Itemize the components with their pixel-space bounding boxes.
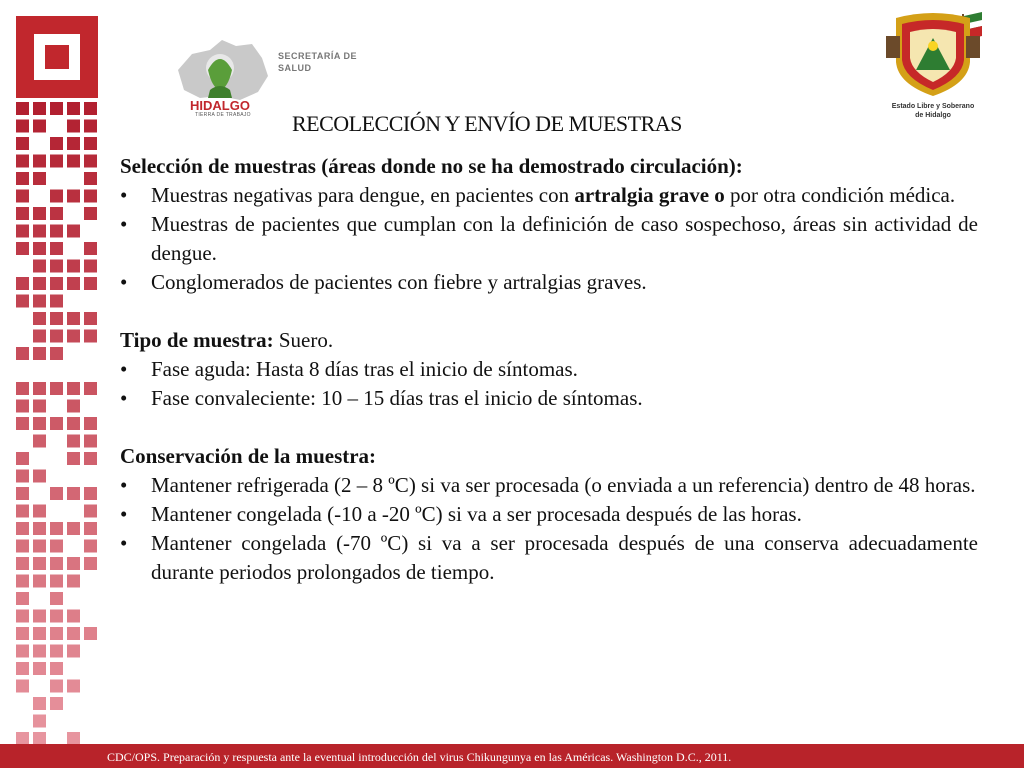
bullet-icon: •	[120, 531, 128, 555]
bullet-icon: •	[120, 212, 128, 236]
list-item: • Mantener refrigerada (2 – 8 ºC) si va ser procesada (o enviada a un referencia) dentro de 48 horas.	[120, 471, 978, 500]
bullet-icon: •	[120, 502, 128, 526]
bullet-icon: •	[120, 473, 128, 497]
bullet-icon: •	[120, 183, 128, 207]
square-pattern-icon	[0, 0, 105, 768]
hidalgo-tagline: TIERRA DE TRABAJO	[195, 112, 251, 118]
bold-emphasis: artralgia grave o	[574, 183, 725, 207]
conservacion-heading: Conservación de la muestra:	[120, 444, 377, 468]
slide-content	[120, 152, 978, 587]
conservacion-list	[120, 471, 978, 587]
seleccion-list	[120, 181, 978, 297]
state-crest	[878, 10, 988, 126]
tipo-list	[120, 355, 978, 413]
list-item: • Mantener congelada (-70 ºC) si va a ser procesada después de una conserva adecuadamente durante periodos prolongados de tiempo.	[120, 531, 978, 584]
footer-citation: CDC/OPS. Preparación y respuesta ante la eventual introducción del virus Chikungunya en las Américas. Washington D.C., 2011.	[107, 750, 732, 764]
slide-title: RECOLECCIÓN Y ENVÍO DE MUESTRAS	[292, 111, 682, 136]
list-item: • Fase convaleciente: 10 – 15 días tras el inicio de síntomas.	[120, 384, 978, 413]
secretaria-label: SECRETARÍA DE SALUD	[278, 51, 358, 73]
footer-bar	[0, 744, 1024, 768]
seleccion-heading: Selección de muestras (áreas donde no se ha demostrado circulación):	[120, 154, 743, 178]
list-item: • Muestras de pacientes que cumplan con la definición de caso sospechoso, áreas sin actividad de dengue.	[120, 212, 978, 265]
list-item: • Mantener congelada (-10 a -20 ºC) si va a ser procesada después de las horas.	[120, 500, 978, 529]
list-item: • Fase aguda: Hasta 8 días tras el inicio de síntomas.	[120, 355, 978, 384]
bullet-icon: •	[120, 357, 128, 381]
list-item: • Conglomerados de pacientes con fiebre y artralgias graves.	[120, 268, 978, 297]
list-item: • Muestras negativas para dengue, en pacientes con artralgia grave o por otra condición médica.	[120, 181, 978, 210]
hidalgo-word: HIDALGO	[190, 98, 250, 113]
bullet-icon: •	[120, 386, 128, 410]
tipo-heading: Tipo de muestra: Suero.	[120, 328, 334, 352]
crest-caption: Estado Libre y Soberano de Hidalgo	[891, 103, 975, 119]
bullet-icon: •	[120, 270, 128, 294]
coat-of-arms-icon	[878, 10, 988, 100]
